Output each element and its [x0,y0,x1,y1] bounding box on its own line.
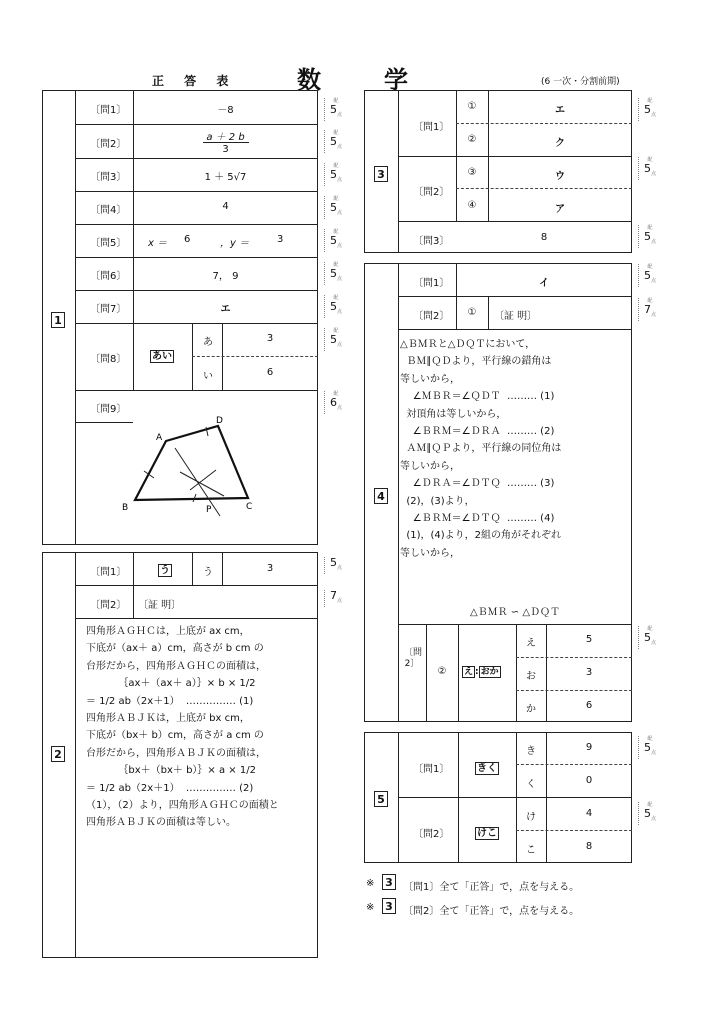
s1-q3-points: 配 $5_点$ [324,163,347,186]
s5-row-1-key: き [526,746,536,757]
s4-proof-line-11: ∠ＢＲＭ＝∠ＤＴＱ ……… (4) [400,513,555,525]
s2-proof [86,623,316,832]
s4-proof-line-9: ∠ＤＲＡ＝∠ＤＴＱ ……… (3) [400,478,555,490]
s4-proof-line-7: ＡＭ∥ＱＰより，平行線の同位角は [400,443,562,455]
s3-q3-answer: 8 [540,232,548,243]
s2-proof-line-2: 下底が（ax＋ a）cm，高さが b cm の [86,643,264,655]
s5-q2-label: 〔問2〕 [413,829,450,840]
s1-q4-label: 〔問4〕 [90,205,127,216]
s1-q8-k2: い [203,371,213,382]
s2-q1-points: $5_点$ [324,557,347,574]
s4-proof-line-1: △ＢＭＲと△ＤＱＴにおいて， [400,339,536,350]
section-2-number: 2 [51,746,65,762]
s1-q5-y-value: 3 [277,234,284,245]
note-1-section-number: 3 [382,874,396,890]
s4-q2-part-number: ① [467,307,477,318]
s4-proof-line-12: (1)，(4)より，2組の角がそれぞれ [400,530,562,542]
s1-q8-label: 〔問8〕 [90,354,127,365]
s1-q7-label: 〔問7〕 [90,304,127,315]
s2-proof-line-6: 四角形ＡＢＪＫは，上底が bx cm， [86,713,250,725]
s4-proof-line-10: (2)，(3)より， [400,495,475,507]
s4-q2-proof-label: 〔証 明〕 [494,311,538,322]
s3-row-4-answer: ア [555,204,565,215]
s1-q8-k1: あ [203,337,213,348]
s4-proof-line-5: 対頂角は等しいから， [400,408,507,420]
s3-q1-label: 〔問1〕 [413,122,450,133]
section-4-number: 4 [374,488,388,504]
s1-q8-v2: 6 [266,367,274,378]
s5-row-1-value: 9 [585,742,593,753]
s3-row-4-number: ④ [467,200,477,211]
s3-row-3-number: ③ [467,167,477,178]
note-2-text: 〔問2〕全て「正答」で，点を与える。 [403,906,580,917]
s4-conclusion: △ＢＭＲ ∽ △ＤＱＴ [469,607,561,618]
s1-q1-points: 配 $5_点$ [324,98,347,121]
subject-title-1: 数 [297,65,321,94]
s3-row-1-answer: エ [555,105,565,116]
s4-row-1-value: 5 [585,634,593,645]
s2-q1-label: 〔問1〕 [90,567,127,578]
section-5-number: 5 [374,791,388,807]
s4-q2b-label: 〔問2〕 [404,648,423,669]
s1-q7-points: 配 $5_点$ [324,295,347,318]
s4-q1-answer: イ [539,278,549,289]
s4-proof-line-2: ＢＭ∥ＱＤより，平行線の錯角は [400,356,552,368]
s1-q2-denominator: 3 [222,144,229,155]
s1-q5-points: 配 $5_点$ [324,229,347,252]
s2-proof-line-5: ＝ 1/2 ab（2x＋1） …………… (1) [86,695,254,707]
s5-q2-points: 配 $5_点$ [638,802,661,825]
s4-proof-line-3: 等しいから， [400,373,460,385]
s2-q2-proof-label: 〔証 明〕 [138,600,182,611]
s2-q1-value: 3 [266,563,274,574]
s5-q2-key: けこ [477,828,497,839]
s4-row-3-value: 6 [585,700,593,711]
s2-q2-label: 〔問2〕 [90,600,127,611]
vertex-a-label: A [156,433,163,443]
section-1-number: 1 [51,312,65,328]
s3-q2-label: 〔問2〕 [413,187,450,198]
s2-q2-points: $7_点$ [324,590,347,607]
s1-q2-label: 〔問2〕 [90,139,127,150]
s5-row-4-value: 8 [585,841,593,852]
exam-note: (6 一次・分割前期) [541,77,620,87]
note-2-mark: ※ [366,902,375,913]
s4-q2-label: 〔問2〕 [413,311,450,322]
s4-proof [400,336,628,562]
s1-q1-label: 〔問1〕 [90,105,127,116]
s4-q1-points: 配 $5_点$ [638,264,661,287]
point-p-label: P [206,505,212,515]
s4-q2b-points: 配 $5_点$ [638,626,661,649]
answer-key-label: 正 答 表 [152,74,237,88]
s3-row-2-answer: ク [555,138,565,149]
s1-q9-figure [120,412,270,522]
s3-q2-points: 配 $5_点$ [638,157,661,180]
s3-q3-label: 〔問3〕 [413,236,450,247]
s4-q2-points: 配 $7_点$ [638,298,661,321]
s4-q2b-keys: え : おか [464,667,499,677]
s1-q5-label: 〔問5〕 [90,238,127,249]
s4-row-2-value: 3 [585,667,593,678]
s5-row-3-key: け [526,812,536,823]
s2-proof-line-7: 下底が（bx＋ b）cm，高さが a cm の [86,730,264,742]
section-3-number: 3 [374,166,388,182]
s1-q6-label: 〔問6〕 [90,271,127,282]
s1-q1-answer: －8 [217,105,234,116]
s1-q4-answer: 4 [222,201,229,212]
s1-q8-points: 配 $5_点$ [324,328,347,351]
vertex-d-label: D [216,416,223,426]
s4-proof-line-4: ∠ＭＢＲ＝∠ＱＤＴ ……… (1) [400,391,555,403]
s2-proof-line-12: 四角形ＡＢＪＫの面積は等しい。 [86,817,236,829]
s4-proof-line-6: ∠ＢＲＭ＝∠ＤＲＡ ……… (2) [400,426,555,438]
s3-row-1-number: ① [467,101,477,112]
s3-q1-points: 配 $5_点$ [638,98,661,121]
subject-title-2: 学 [384,65,408,94]
vertex-c-label: C [246,502,253,512]
s2-proof-line-1: 四角形ＡＧＨＣは，上底が ax cm， [86,626,250,637]
s2-proof-line-9: ｛bx＋（bx＋ b）｝× a × 1/2 [112,765,256,777]
s4-q2b-part-number: ② [437,666,447,677]
s2-proof-line-11: （1），（2）より，四角形ＡＧＨＣの面積と [86,800,279,812]
s4-q1-label: 〔問1〕 [413,278,450,289]
s4-row-1-key: え [526,638,536,649]
s2-proof-line-10: ＝ 1/2 ab（2x＋1） …………… (2) [86,782,254,794]
s2-proof-line-3: 台形だから，四角形ＡＧＨＣの面積は， [86,660,266,672]
s4-row-2-key: お [526,671,536,682]
s4-proof-line-8: 等しいから， [400,460,460,472]
s2-proof-line-4: ｛ax＋（ax＋ a）｝× b × 1/2 [112,678,256,690]
s1-q7-answer: エ [220,304,231,315]
s5-row-3-value: 4 [585,808,593,819]
s5-row-2-key: く [526,779,536,790]
s5-q1-key: きく [477,763,497,774]
s2-q1-key: う [160,565,170,576]
s5-row-4-key: こ [526,845,536,856]
s1-q9-label: 〔問9〕 [90,404,127,415]
s2-q1-k: う [203,567,213,578]
s1-q3-label: 〔問3〕 [90,172,127,183]
s3-row-3-answer: ウ [555,171,565,182]
s1-q3-answer: 1 ＋ 5√7 [204,172,247,183]
note-1-mark: ※ [366,878,375,889]
s1-q9-points: 配 $6_点$ [324,391,347,414]
s1-q6-points: 配 $5_点$ [324,262,347,285]
s2-proof-line-8: 台形だから，四角形ＡＢＪＫの面積は， [86,747,266,759]
s1-q2-points: 配 $5_点$ [324,130,347,153]
s1-q5-x-value: 6 [184,234,191,245]
note-2-section-number: 3 [382,898,396,914]
s3-row-2-number: ② [467,134,477,145]
s1-q8-key: あい [152,351,172,362]
vertex-b-label: B [122,503,129,513]
note-1-text: 〔問1〕全て「正答」で，点を与える。 [403,882,580,893]
s1-q6-answer: 7， 9 [212,271,239,282]
s1-q8-v1: 3 [266,333,274,344]
s3-q3-points: 配 $5_点$ [638,225,661,248]
s4-row-3-key: か [526,704,536,715]
s1-q2-numerator: a ＋ 2 b [206,132,245,143]
s1-q4-points: 配 $5_点$ [324,196,347,219]
s1-q5-y-label: ，y ＝ [220,238,250,249]
s5-row-2-value: 0 [585,775,593,786]
s1-q5-x-label: x ＝ [148,238,168,249]
s4-proof-line-13: 等しいから， [400,547,460,559]
s5-q1-label: 〔問1〕 [413,764,450,775]
s5-q1-points: 配 $5_点$ [638,736,661,759]
